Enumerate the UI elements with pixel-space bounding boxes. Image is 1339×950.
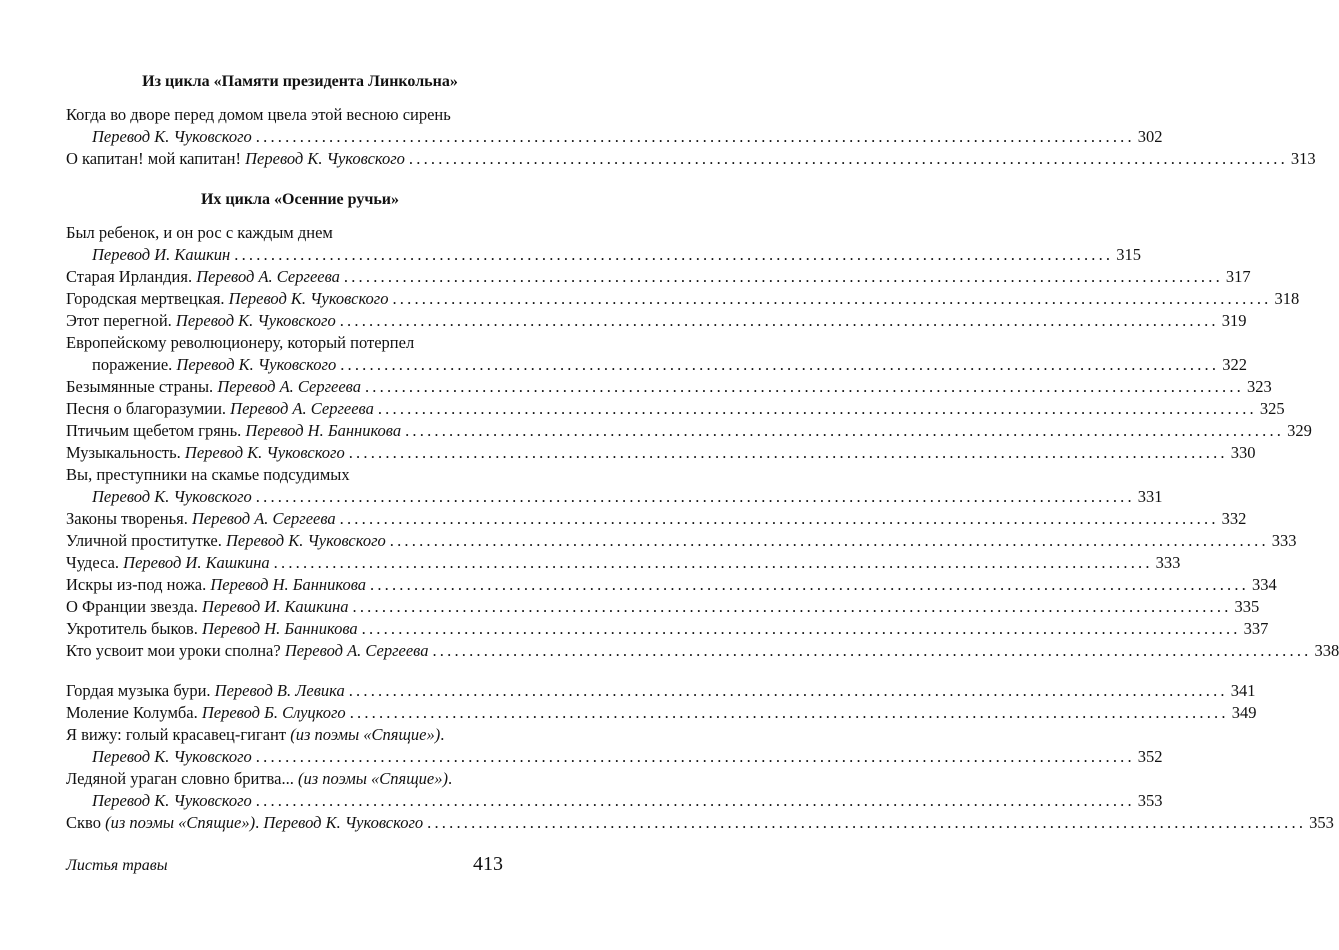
leader-dots: ........................................................................................................................ (348, 443, 1228, 462)
entry-translator: Перевод И. Кашкина (123, 553, 270, 572)
entry-page: 315 (1116, 245, 1141, 264)
entry-text: Я вижу: голый красавец-гигант (66, 725, 291, 744)
entry-page: 332 (1221, 509, 1247, 528)
entry-page: 341 (1230, 681, 1256, 700)
entry-translator: Перевод А. Сергеева (196, 267, 340, 286)
entry-translator: Перевод К. Чуковского (263, 813, 424, 832)
toc-entry (66, 288, 1300, 310)
toc-entry (66, 222, 500, 244)
entry-page: 333 (1155, 553, 1181, 572)
toc-entry (66, 508, 1247, 530)
entry-page: 302 (1137, 127, 1163, 146)
entry-note: (из поэмы «Спящие») (297, 769, 448, 788)
leader-dots: ........................................................................................................................ (432, 641, 1312, 660)
toc-entry (92, 354, 1247, 376)
entry-text: Европейскому революционеру, который потерпел (66, 333, 415, 352)
entry-text: Песня о благоразумии. (66, 399, 231, 418)
entry-translator: Перевод А. Сергеева (217, 377, 361, 396)
toc-entry (92, 126, 1163, 148)
entry-page: 313 (1290, 149, 1316, 168)
entry-text: поражение. (92, 355, 177, 374)
entry-text: Птичьим щебетом грянь. (66, 421, 246, 440)
entry-text: Укротитель быков. (66, 619, 202, 638)
leader-dots: ........................................................................................................................ (405, 421, 1285, 440)
section-title: Их цикла «Осенние ручьи» (200, 191, 400, 208)
entry-text: Старая Ирландия. (66, 267, 197, 286)
entry-translator: Перевод А. Сергеева (191, 509, 336, 528)
entry-text: О Франции звезда. (66, 597, 203, 616)
entry-translator: Перевод К. Чуковского (184, 443, 345, 462)
entry-translator: Перевод К. Чуковского (92, 127, 252, 146)
toc-entry (66, 724, 500, 746)
entry-text: Чудеса. (66, 553, 124, 572)
leader-dots: ........................................................................................................................ (377, 399, 1257, 418)
leader-dots: ........................................................................................................................ (255, 747, 1135, 766)
entry-page: 319 (1221, 311, 1247, 330)
section-title: Из цикла «Памяти президента Линкольна» (142, 73, 458, 90)
leader-dots: ........................................................................................................................ (273, 553, 1153, 572)
toc-entry (66, 618, 1269, 640)
entry-translator: Перевод К. Чуковского (176, 355, 337, 374)
entry-translator: Перевод К. Чуковского (92, 487, 252, 506)
toc-entry (66, 596, 1260, 618)
entry-page: 322 (1222, 355, 1247, 374)
entry-translator: Перевод Н. Банникова (210, 575, 366, 594)
toc-entry (66, 310, 1247, 332)
toc-entry (92, 486, 1163, 508)
leader-dots: ........................................................................................................................ (339, 509, 1219, 528)
entry-text: Уличной проститутке. (66, 531, 226, 550)
toc-entry (66, 680, 1256, 702)
entry-translator: Перевод К. Чуковского (92, 791, 252, 810)
entry-text: Этот перегной. (66, 311, 176, 330)
entry-translator: Перевод Б. Слуцкого (201, 703, 346, 722)
entry-translator: Перевод К. Чуковского (228, 289, 389, 308)
entry-text: Ледяной ураган словно бритва... (66, 769, 298, 788)
entry-text: Городская мертвецкая. (66, 289, 229, 308)
entry-tail: . (440, 725, 445, 744)
entry-text: Скво (66, 813, 106, 832)
toc-entry (66, 640, 1339, 662)
leader-dots: ........................................................................................................................ (255, 791, 1135, 810)
leader-dots: ........................................................................................................................ (389, 531, 1269, 550)
leader-dots: ........................................................................................................................ (255, 127, 1135, 146)
leader-dots: ........................................................................................................................ (339, 311, 1219, 330)
toc-entry (66, 702, 1257, 724)
entry-note: (из поэмы «Спящие») (105, 813, 256, 832)
entry-page: 325 (1259, 399, 1285, 418)
leader-dots: ........................................................................................................................ (408, 149, 1288, 168)
entry-translator: Перевод К. Чуковского (225, 531, 386, 550)
entry-page: 323 (1246, 377, 1272, 396)
entry-text: Когда во дворе перед домом цвела этой весною сирень (66, 105, 451, 124)
toc-entry (66, 266, 1251, 288)
entry-translator: Перевод К. Чуковского (92, 747, 252, 766)
entry-text: Безымянные страны. (66, 377, 218, 396)
entry-translator: Перевод А. Сергеева (230, 399, 374, 418)
entry-page: 338 (1314, 641, 1339, 660)
entry-page: 317 (1225, 267, 1251, 286)
entry-page: 334 (1252, 575, 1277, 594)
toc-entry (66, 104, 500, 126)
entry-page: 318 (1274, 289, 1300, 308)
running-footer-title: Листья травы (66, 857, 168, 874)
leader-dots: ........................................................................................................................ (427, 813, 1307, 832)
toc-entry (66, 442, 1256, 464)
toc-entry (66, 464, 500, 486)
entry-translator: Перевод А. Сергеева (284, 641, 429, 660)
leader-dots: ........................................................................................................................ (255, 487, 1135, 506)
entry-text: Вы, преступники на скамье подсудимых (66, 465, 350, 484)
entry-text: О капитан! мой капитан! (66, 149, 246, 168)
leader-dots: ........................................................................................................................ (349, 703, 1229, 722)
entry-page: 335 (1234, 597, 1260, 616)
leader-dots: ........................................................................................................................ (364, 377, 1244, 396)
leader-dots: ........................................................................................................................ (234, 245, 1114, 264)
leader-dots: ........................................................................................................................ (348, 681, 1228, 700)
entry-text: Был ребенок, и он рос с каждым днем (66, 223, 333, 242)
leader-dots: ........................................................................................................................ (392, 289, 1272, 308)
entry-tail: . (255, 813, 264, 832)
toc-entry (66, 574, 1277, 596)
entry-text: Гордая музыка бури. (66, 681, 215, 700)
entry-translator: Перевод К. Чуковского (175, 311, 336, 330)
entry-translator: Перевод В. Левика (214, 681, 345, 700)
entry-text: Искры из-под ножа. (66, 575, 211, 594)
entry-translator: Перевод И. Кашкин (92, 245, 231, 264)
toc-entry (66, 332, 500, 354)
entry-page: 353 (1309, 813, 1334, 832)
entry-page: 352 (1137, 747, 1163, 766)
entry-tail: . (447, 769, 453, 788)
entry-page: 331 (1137, 487, 1163, 506)
leader-dots: ........................................................................................................................ (352, 597, 1232, 616)
entry-note: (из поэмы «Спящие») (290, 725, 441, 744)
entry-page: 349 (1231, 703, 1257, 722)
toc-entry (92, 746, 1163, 768)
toc-entry (66, 398, 1285, 420)
entry-text: Моление Колумба. (66, 703, 202, 722)
toc-entry (92, 244, 1141, 266)
leader-dots: ........................................................................................................................ (343, 267, 1223, 286)
entry-page: 329 (1287, 421, 1312, 440)
entry-page: 353 (1137, 791, 1163, 810)
toc-entry (66, 376, 1272, 398)
toc-entry (66, 530, 1297, 552)
entry-text: Законы творенья. (66, 509, 192, 528)
toc-entry (66, 552, 1181, 574)
leader-dots: ........................................................................................................................ (361, 619, 1241, 638)
page-number: 413 (473, 853, 503, 875)
toc-entry (92, 790, 1163, 812)
entry-page: 337 (1243, 619, 1269, 638)
toc-entry (66, 148, 1316, 170)
entry-translator: Перевод К. Чуковского (245, 149, 405, 168)
leader-dots: ........................................................................................................................ (370, 575, 1249, 594)
entry-translator: Перевод Н. Банникова (245, 421, 402, 440)
entry-translator: Перевод И. Кашкина (202, 597, 349, 616)
entry-translator: Перевод Н. Банникова (201, 619, 358, 638)
entry-text: Кто усвоит мои уроки сполна? (66, 641, 285, 660)
toc-entry (66, 812, 1334, 834)
entry-page: 330 (1230, 443, 1256, 462)
leader-dots: ........................................................................................................................ (340, 355, 1220, 374)
entry-text: Музыкальность. (66, 443, 185, 462)
entry-page: 333 (1271, 531, 1297, 550)
toc-entry (66, 768, 500, 790)
toc-entry (66, 420, 1312, 442)
